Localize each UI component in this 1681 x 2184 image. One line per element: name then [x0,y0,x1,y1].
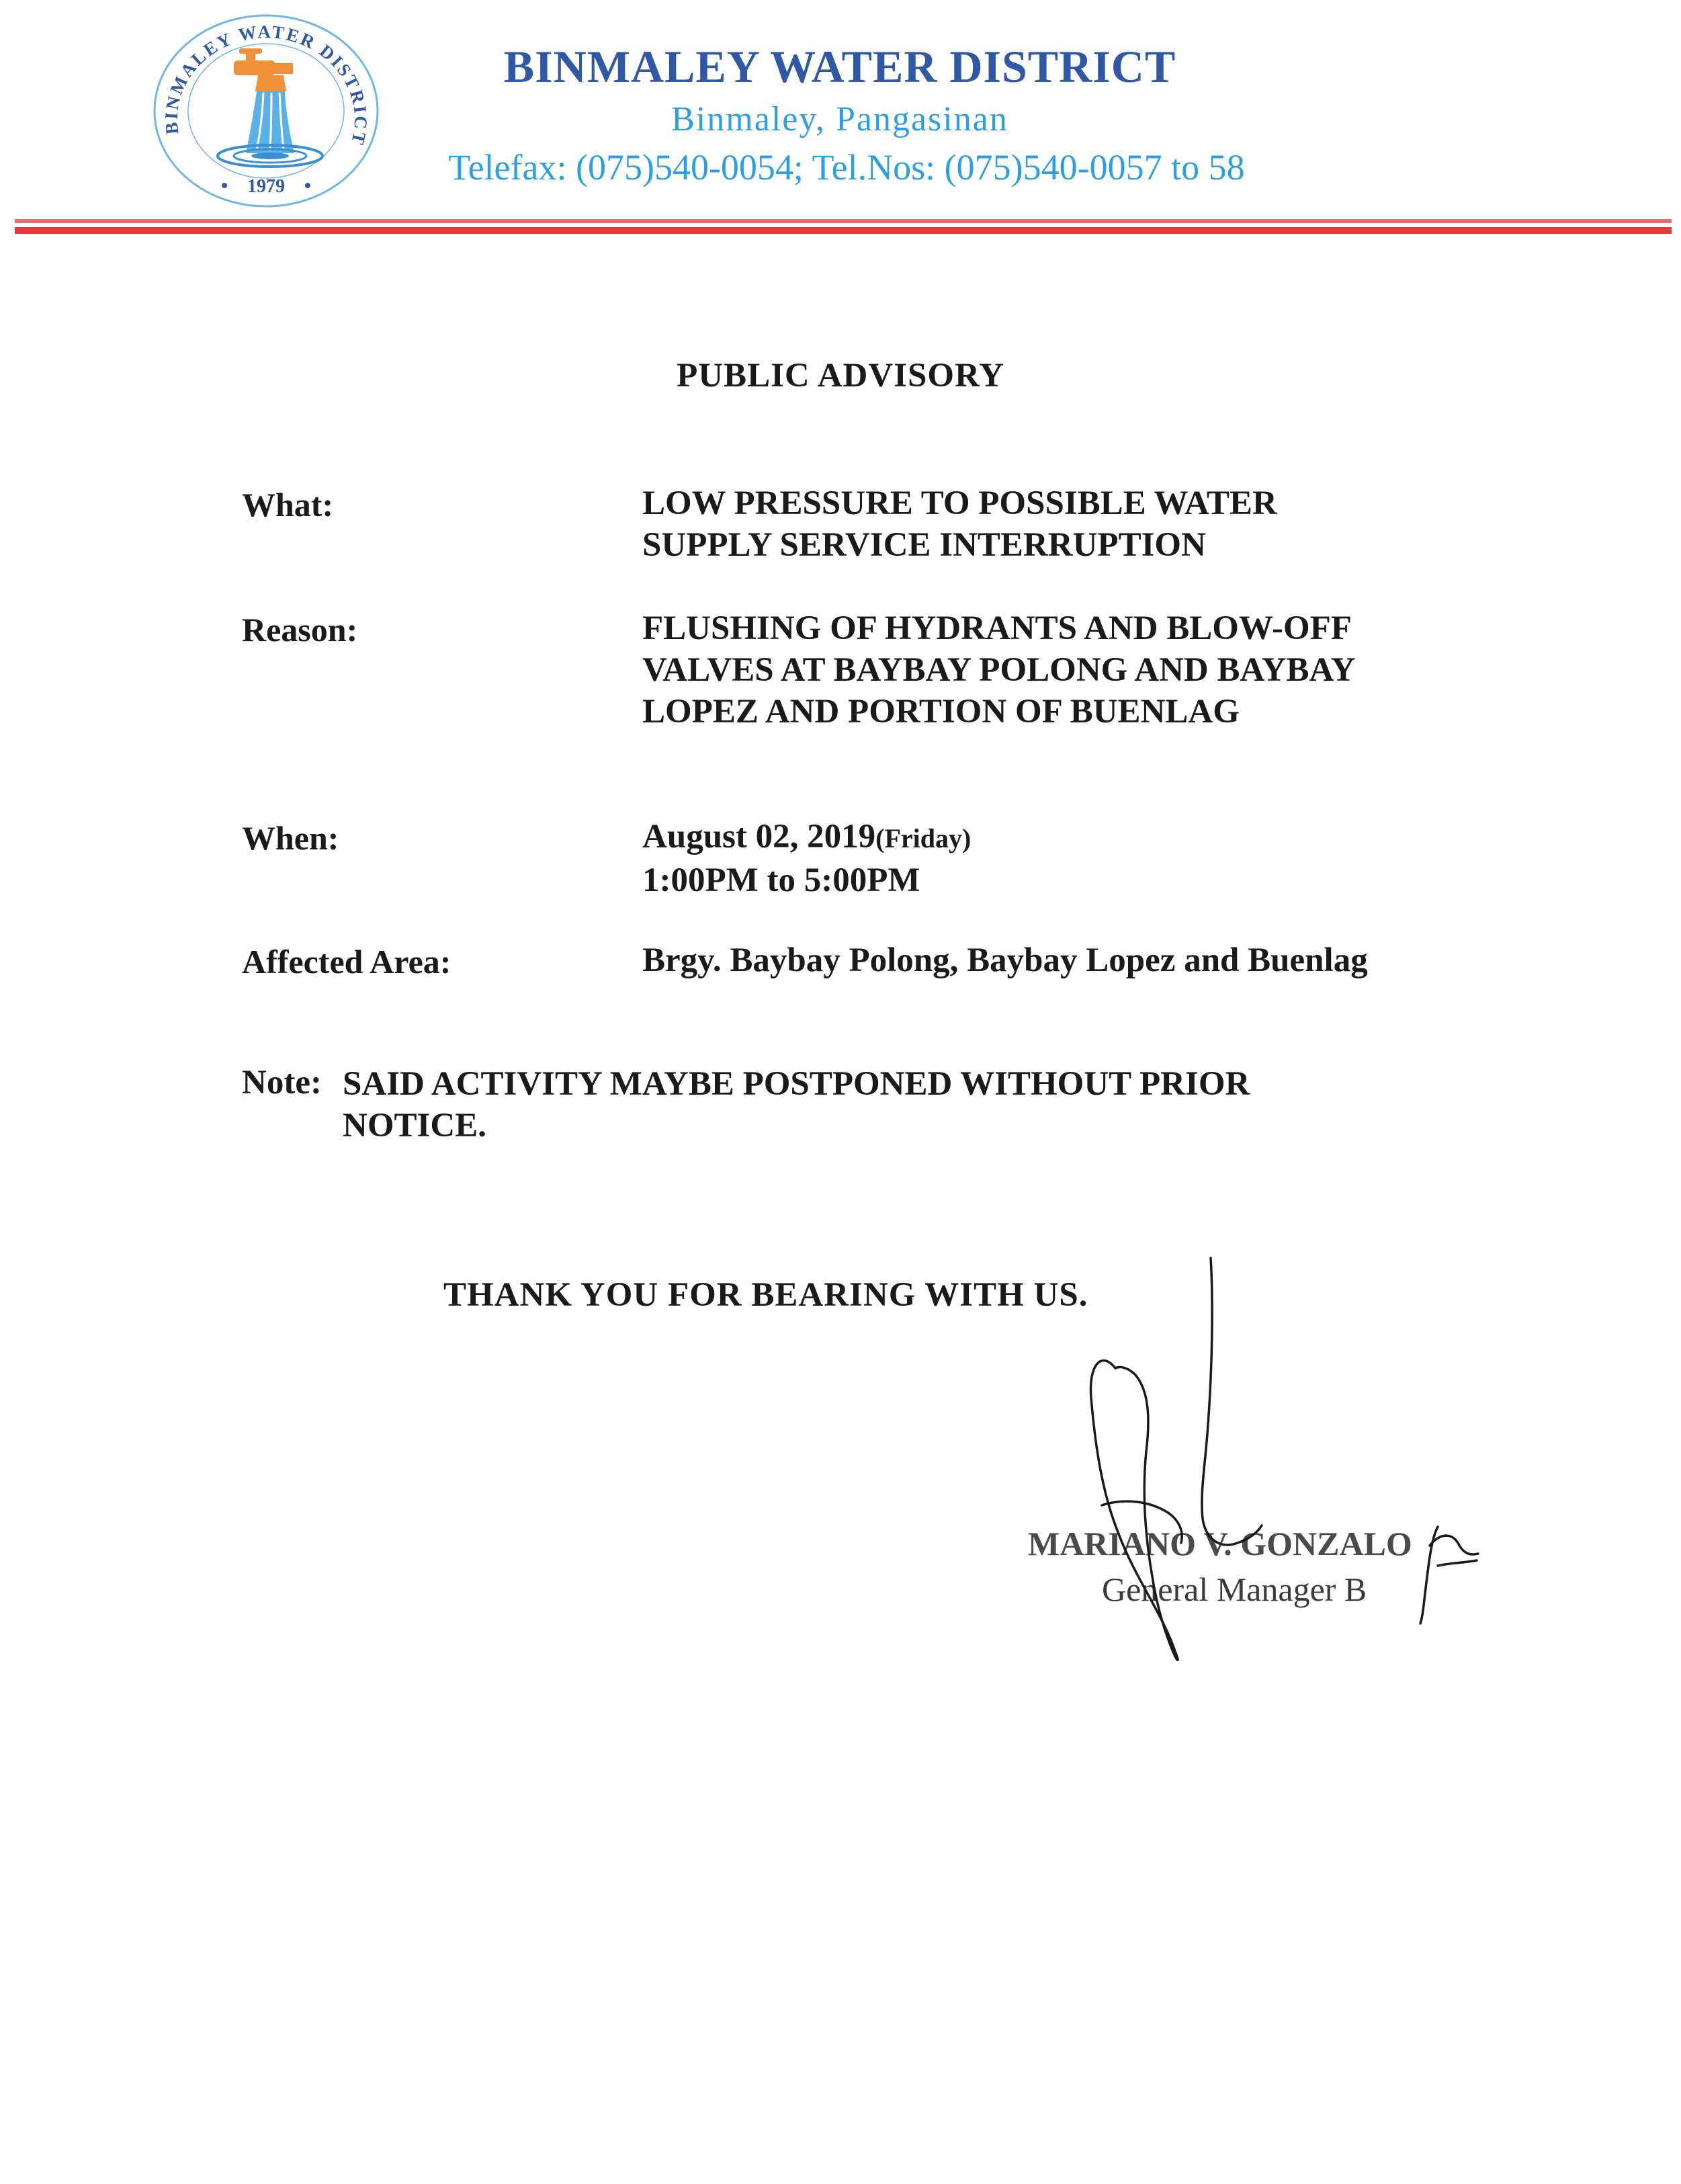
org-name: BINMALEY WATER DISTRICT [503,41,1176,92]
water-district-seal-logo [152,12,380,210]
when-time: 1:00PM to 5:00PM [642,862,920,899]
when-date: August 02, 2019 [642,818,876,855]
reason-line: LOPEZ AND PORTION OF BUENLAG [642,693,1240,730]
what-value [642,482,1277,566]
affected-area-label: Affected Area: [242,943,451,980]
when-day: (Friday) [875,823,972,853]
reason-line: VALVES AT BAYBAY POLONG AND BAYBAY [642,651,1356,689]
what-label: What: [242,486,334,523]
note-line: NOTICE. [343,1107,486,1144]
handwritten-signature [1062,1250,1518,1680]
when-label: When: [242,819,339,857]
note-text [343,1063,1250,1146]
what-line: LOW PRESSURE TO POSSIBLE WATER [642,485,1277,522]
what-line: SUPPLY SERVICE INTERRUPTION [642,526,1206,564]
seal-arc-text: BINMALEY WATER DISTRICT [161,22,372,149]
reason-value [642,607,1356,732]
seal-year: 1979 [247,176,285,197]
when-value [642,816,971,901]
letterhead-rule-thin [15,219,1672,223]
reason-line: FLUSHING OF HYDRANTS AND BLOW-OFF [642,610,1352,647]
signatory-name: MARIANO V. GONZALO [1028,1525,1412,1562]
reason-label: Reason: [242,611,358,648]
letterhead-rule-thick [15,227,1672,234]
note-label: Note: [242,1064,322,1101]
org-address: Binmaley, Pangasinan [671,100,1008,138]
thank-you-line: THANK YOU FOR BEARING WITH US. [443,1276,1088,1314]
affected-area-value: Brgy. Baybay Polong, Baybay Lopez and Buenlag [642,941,1368,979]
advisory-title: PUBLIC ADVISORY [677,357,1004,394]
note-line: SAID ACTIVITY MAYBE POSTPONED WITHOUT PRIOR [343,1065,1250,1103]
signatory-title: General Manager B [1102,1570,1367,1608]
org-contact-numbers: Telefax: (075)540-0054; Tel.Nos: (075)540-0057 to 58 [448,147,1245,187]
